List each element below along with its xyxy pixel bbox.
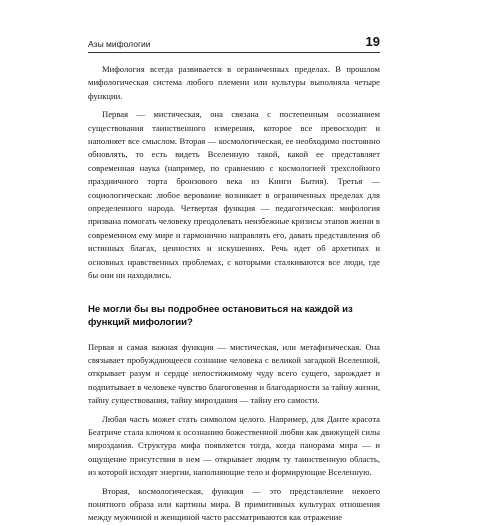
answer-paragraph: Вторая, космологическая, функция — это представление некоего понятного образа или картины мира. В примитивных культурах отношения между мужчиной и женщиной часто рассматриваются как отражение bbox=[88, 485, 380, 523]
question-heading: Не могли бы вы подробнее остановиться на каждой из функций мифологии? bbox=[88, 303, 353, 328]
answer-paragraph: Первая и самая важная функция — мистическая, или метафизическая. Она связывает пробуждающееся сознание человека с великой загадкой Вселенной, открывает разум и сердце непостижимому чуду всего сущего, зарождает и подпитывает в человеке чувство благоговения и благодарности за тайну жизни, тайну существования, тайну мироздания — тайну его самости. bbox=[88, 341, 380, 406]
running-title: Азы мифологии bbox=[88, 39, 151, 49]
paragraph: Первая — мистическая, она связана с постепенным осознанием существования таинственного измерения, которое все превосходит и наполняет все смыслом. Вторая — космологическая, ее необходимо постоянно обновлять, то есть видеть Вселенную такой, какой ее представляет современная наука (например, по сравнению с космологией трехслойного праздничного торта бронзового века из Книги Бытия). Третья — социологическая: любое верование возникает в ограниченных пределах для определенного народа. Четвертая функция — педагогическая: мифология призвана помогать человеку преодолевать неизбежные кризисы этапов жизни в современном ему мире и гармонично направлять его, давать представления об истинных благах, ценностях и искушениях. Речь идет об архетипах и основных нравственных проблемах, с которыми сталкиваются все люди, где бы они ни находились. bbox=[88, 109, 380, 281]
header-rule bbox=[88, 52, 380, 53]
page-body bbox=[88, 63, 380, 525]
paragraph: Мифология всегда развивается в ограниченных пределах. В прошлом мифологическая система любого племени или культуры выполняла четыре функции. bbox=[88, 64, 380, 101]
page-header bbox=[88, 34, 380, 54]
answer-paragraph: Любая часть может стать символом целого. Например, для Данте красота Беатриче стала ключом к осознанию божественной любви как движущей силы мироздания. Структура мифа появляется тогда, когда панорама мира — и ощущение присутствия в нем — открывает людям ту таинственную область, из которой исходят энергии, наполняющие тело и формирующие Вселенную. bbox=[88, 413, 380, 478]
page-number: 19 bbox=[365, 34, 380, 49]
